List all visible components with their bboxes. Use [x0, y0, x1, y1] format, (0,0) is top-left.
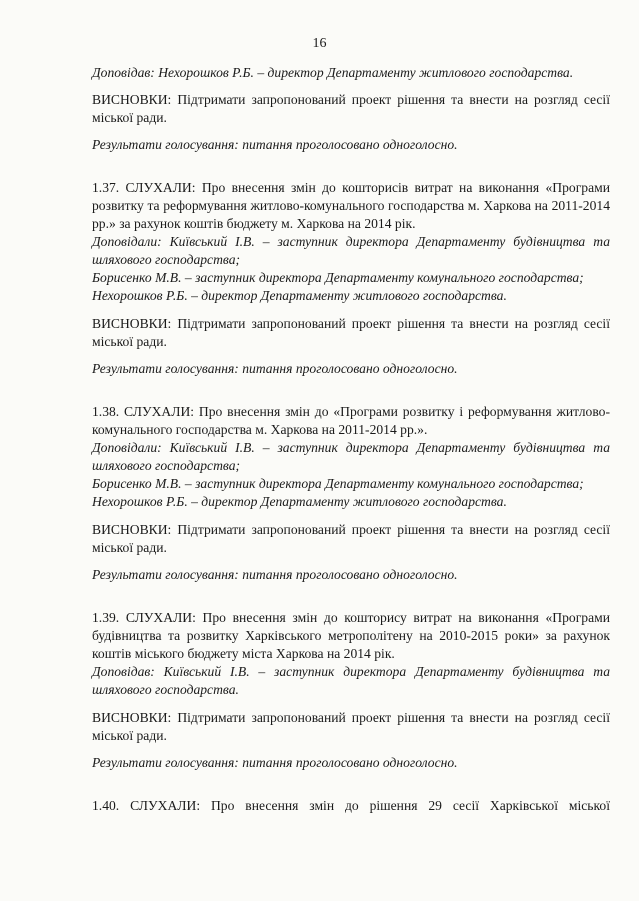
item-137-speaker-2: Борисенко М.В. – заступник директора Департаменту комунального господарства; [92, 270, 584, 285]
item-138-conclusion: ВИСНОВКИ: Підтримати запропонований проект рішення та внести на розгляд сесії міської ради. [92, 522, 610, 555]
item-138-speaker-1: Доповідали: Київський І.В. – заступник директора Департаменту будівництва та шляхового господарства; [92, 440, 610, 473]
page-number: 16 [312, 36, 327, 51]
intro-conclusion: ВИСНОВКИ: Підтримати запропонований проект рішення та внести на розгляд сесії міської ради. [92, 92, 610, 125]
intro-vote: Результати голосування: питання проголосовано одноголосно. [92, 137, 458, 152]
minutes-content [92, 64, 610, 815]
item-139-speaker-1: Доповідав: Київський І.В. – заступник директора Департаменту будівництва та шляхового господарства. [92, 664, 610, 697]
item-139-vote: Результати голосування: питання проголосовано одноголосно. [92, 755, 458, 770]
item-138-vote: Результати голосування: питання проголосовано одноголосно. [92, 567, 458, 582]
item-137-heard: 1.37. СЛУХАЛИ: Про внесення змін до кошторисів витрат на виконання «Програми розвитку та реформування житлово-комунального господарства м. Харкова на 2011-2014 рр.» за рахунок коштів бюджету м. Харкова на 2014 рік. [92, 180, 610, 231]
item-139-conclusion: ВИСНОВКИ: Підтримати запропонований проект рішення та внести на розгляд сесії міської ради. [92, 710, 610, 743]
item-139-heard: 1.39. СЛУХАЛИ: Про внесення змін до кошторису витрат на виконання «Програми будівництва та розвитку Харківського метрополітену на 2010-2015 роки» за рахунок коштів міського бюджету міста Харкова на 2014 рік. [92, 610, 610, 661]
item-137-speaker-1: Доповідали: Київський І.В. – заступник директора Департаменту будівництва та шляхового господарства; [92, 234, 610, 267]
item-138-heard: 1.38. СЛУХАЛИ: Про внесення змін до «Програми розвитку і реформування житлово-комунального господарства м. Харкова на 2011-2014 рр.». [92, 404, 610, 437]
item-138-speaker-3: Нехорошков Р.Б. – директор Департаменту житлового господарства. [92, 494, 507, 509]
item-138-speaker-2: Борисенко М.В. – заступник директора Департаменту комунального господарства; [92, 476, 584, 491]
item-137-vote: Результати голосування: питання проголосовано одноголосно. [92, 361, 458, 376]
intro-speaker: Доповідав: Нехорошков Р.Б. – директор Департаменту житлового господарства. [92, 65, 574, 80]
item-137-conclusion: ВИСНОВКИ: Підтримати запропонований проект рішення та внести на розгляд сесії міської ради. [92, 316, 610, 349]
item-140-heard: 1.40. СЛУХАЛИ: Про внесення змін до рішення 29 сесії Харківської міської [92, 798, 610, 813]
item-137-speaker-3: Нехорошков Р.Б. – директор Департаменту житлового господарства. [92, 288, 507, 303]
